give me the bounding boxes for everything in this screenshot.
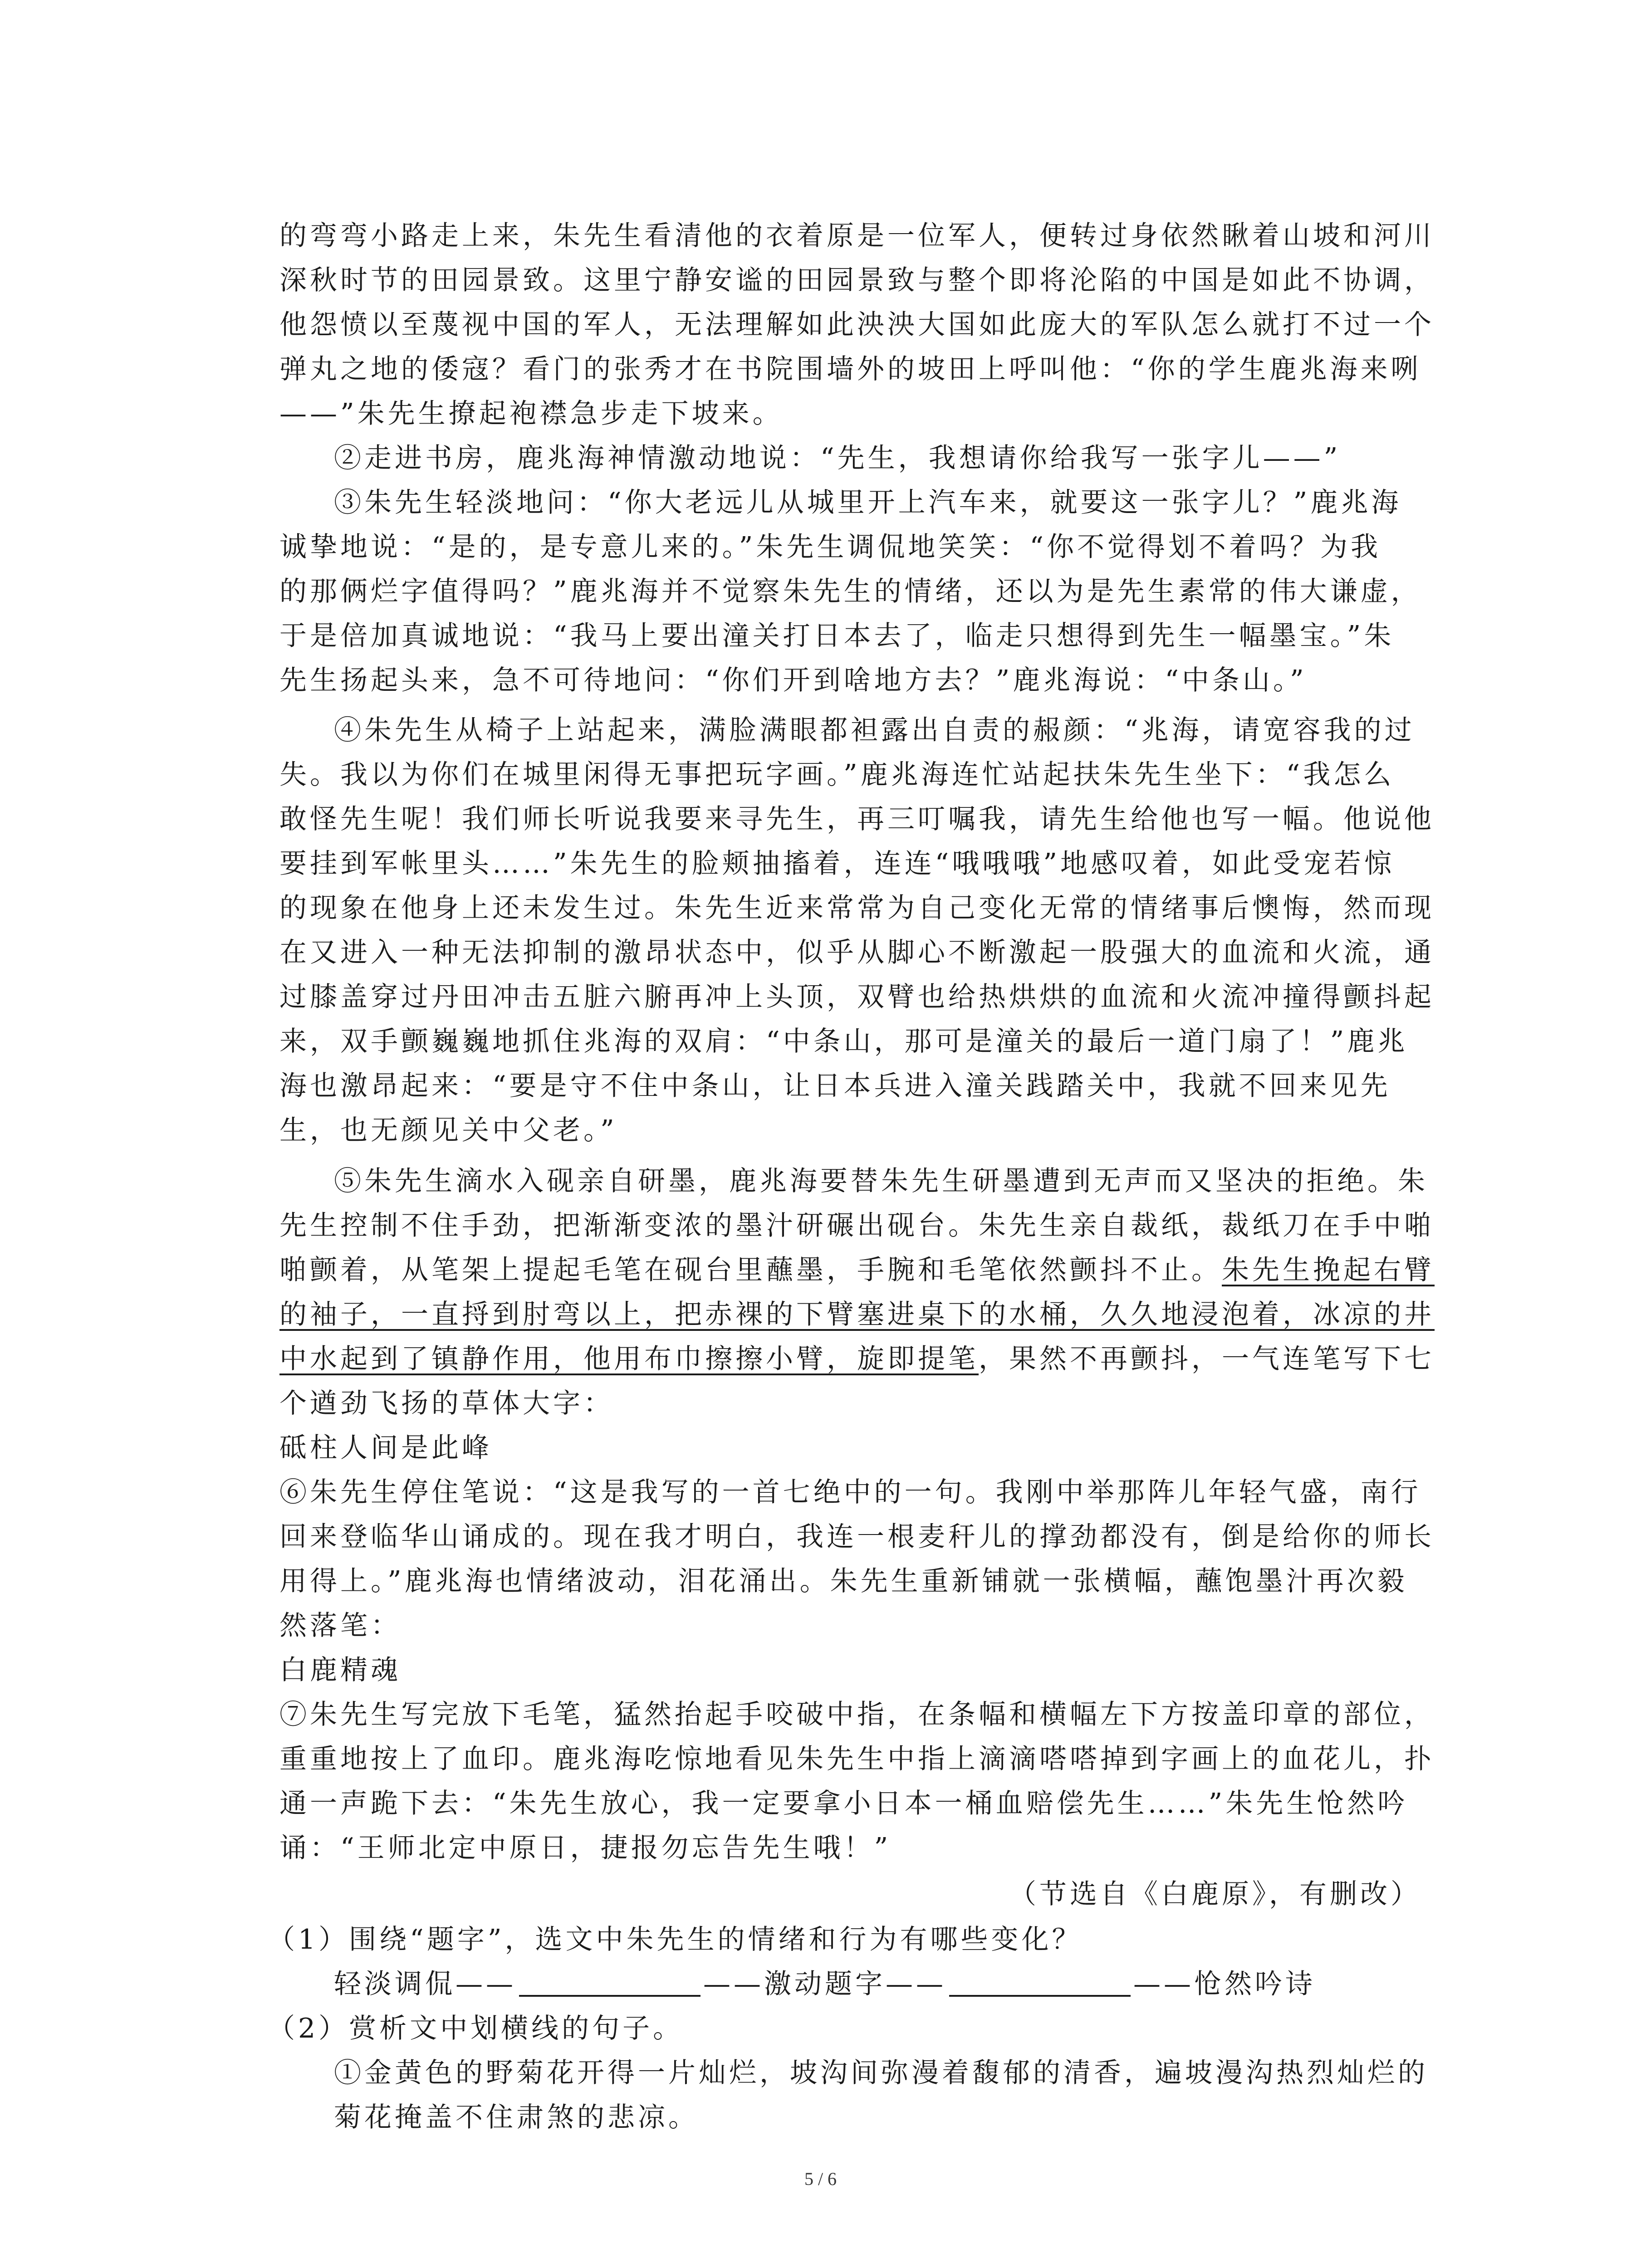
passage-line: 先生扬起头来，急不可待地问：“你们开到啥地方去？”鹿兆海说：“中条山。” <box>279 665 1307 696</box>
underlined-text: 的袖子，一直捋到肘弯以上，把赤裸的下臂塞进桌下的水桶，久久地浸泡着，冰凉的井 <box>279 1299 1435 1330</box>
paragraph-6: ⑥朱先生停住笔说：“这是我写的一首七绝中的一句。我刚中举那阵儿年轻气盛，南行 <box>279 1476 1421 1508</box>
paragraph-3: ③朱先生轻淡地问：“你大老远儿从城里开上汽车来，就要这一张字儿？”鹿兆海 <box>334 487 1402 518</box>
passage-line: 过膝盖穿过丹田冲击五脏六腑再冲上头顶，双臂也给热烘烘的血流和火流冲撞得颤抖起 <box>279 981 1435 1013</box>
sequence-step-1: 轻淡调侃—— <box>334 1968 516 2000</box>
passage-line: 敢怪先生呢！我们师长听说我要来寻先生，再三叮嘱我，请先生给他也写一幅。他说他 <box>279 803 1435 835</box>
paragraph-7: ⑦朱先生写完放下毛笔，猛然抬起手咬破中指，在条幅和横幅左下方按盖印章的部位， <box>279 1699 1435 1730</box>
passage-line: 生，也无颜见关中父老。” <box>279 1114 617 1146</box>
passage-line: 个遒劲飞扬的草体大字： <box>279 1388 614 1419</box>
passage-line: 在又进入一种无法抑制的激昂状态中，似乎从脚心不断激起一股强大的血流和火流，通 <box>279 937 1435 968</box>
underlined-text: 朱先生挽起右臂 <box>1222 1254 1435 1286</box>
paragraph-5: ⑤朱先生滴水入砚亲自研墨，鹿兆海要替朱先生研墨遭到无声而又坚决的拒绝。朱 <box>334 1165 1428 1197</box>
passage-line: 重重地按上了血印。鹿兆海吃惊地看见朱先生中指上滴滴嗒嗒掉到字画上的血花儿，扑 <box>279 1743 1435 1775</box>
question-2-item-1-cont: 菊花掩盖不住肃煞的悲凉。 <box>334 2102 699 2133</box>
passage-line: 诚挚地说：“是的，是专意儿来的。”朱先生调侃地笑笑：“你不觉得划不着吗？为我 <box>279 531 1381 563</box>
question-1-sequence <box>334 1966 1482 2002</box>
page-number: 5 / 6 <box>804 2169 837 2189</box>
source-note: （节选自《白鹿原》，有删改） <box>1009 1878 1421 1910</box>
passage-line: 要挂到军帐里头……”朱先生的脸颊抽搐着，连连“哦哦哦”地感叹着，如此受宠若惊 <box>279 848 1395 880</box>
sequence-step-3: ——怆然吟诗 <box>1133 1968 1316 2000</box>
sequence-step-2: ——激动题字—— <box>703 1968 946 2000</box>
underlined-text: 中水起到了镇静作用，他用布巾擦擦小臂，旋即提笔 <box>279 1343 979 1375</box>
answer-blank-2[interactable] <box>949 1968 1131 1997</box>
passage-line: 然落笔： <box>279 1610 401 1642</box>
passage-line: 于是倍加真诚地说：“我马上要出潼关打日本去了，临走只想得到先生一幅墨宝。”朱 <box>279 620 1395 652</box>
passage-line: 来，双手颤巍巍地抓住兆海的双肩：“中条山，那可是潼关的最后一道门扇了！”鹿兆 <box>279 1026 1408 1057</box>
passage-line-mixed <box>279 1341 1435 1377</box>
passage-line-mixed <box>279 1252 1435 1288</box>
answer-blank-1[interactable] <box>519 1968 700 1997</box>
passage-line: 用得上。”鹿兆海也情绪波动，泪花涌出。朱先生重新铺就一张横幅，蘸饱墨汁再次毅 <box>279 1565 1408 1597</box>
question-1: （1）围绕“题字”，选文中朱先生的情绪和行为有哪些变化？ <box>268 1924 1083 1955</box>
passage-line: 诵：“王师北定中原日，捷报勿忘告先生哦！” <box>279 1832 892 1864</box>
passage-line: 海也激昂起来：“要是守不住中条山，让日本兵进入潼关践踏关中，我就不回来见先 <box>279 1070 1391 1102</box>
passage-line: 的现象在他身上还未发生过。朱先生近来常常为自己变化无常的情绪事后懊悔，然而现 <box>279 892 1435 924</box>
passage-line: 他怨愤以至蔑视中国的军人，无法理解如此泱泱大国如此庞大的军队怎么就打不过一个 <box>279 309 1435 341</box>
question-2-item-1: ①金黄色的野菊花开得一片灿烂，坡沟间弥漫着馥郁的清香，遍坡漫沟热烈灿烂的 <box>334 2057 1428 2089</box>
paragraph-4: ④朱先生从椅子上站起来，满脸满眼都袒露出自责的赧颜：“兆海，请宽容我的过 <box>334 714 1415 746</box>
passage-line: 回来登临华山诵成的。现在我才明白，我连一根麦秆儿的撑劲都没有，倒是给你的师长 <box>279 1521 1435 1553</box>
passage-line: 深秋时节的田园景致。这里宁静安谧的田园景致与整个即将沦陷的中国是如此不协调， <box>279 264 1435 296</box>
calligraphy-text-1: 砥柱人间是此峰 <box>279 1432 492 1464</box>
calligraphy-text-2: 白鹿精魂 <box>279 1654 401 1686</box>
passage-line: 弹丸之地的倭寇？看门的张秀才在书院围墙外的坡田上呼叫他：“你的学生鹿兆海来咧 <box>279 353 1421 385</box>
passage-line: 失。我以为你们在城里闲得无事把玩字画。”鹿兆海连忙站起扶朱先生坐下：“我怎么 <box>279 759 1395 791</box>
plain-text: 啪颤着，从笔架上提起毛笔在砚台里蘸墨，手腕和毛笔依然颤抖不止。 <box>279 1254 1222 1286</box>
passage-line: 通一声跪下去：“朱先生放心，我一定要拿小日本一桶血赔偿先生……”朱先生怆然吟 <box>279 1788 1408 1819</box>
passage-line: 的弯弯小路走上来，朱先生看清他的衣着原是一位军人，便转过身依然瞅着山坡和河川 <box>279 220 1435 252</box>
passage-line: ——”朱先生撩起袍襟急步走下坡来。 <box>279 398 783 430</box>
passage-line: 的那俩烂字值得吗？”鹿兆海并不觉察朱先生的情绪，还以为是先生素常的伟大谦虚， <box>279 576 1421 607</box>
passage-line: 先生控制不住手劲，把渐渐变浓的墨汁研碾出砚台。朱先生亲自裁纸，裁纸刀在手中啪 <box>279 1210 1435 1242</box>
paragraph-2: ②走进书房，鹿兆海神情激动地说：“先生，我想请你给我写一张字儿——” <box>334 442 1341 474</box>
question-2: （2）赏析文中划横线的句子。 <box>268 2013 684 2044</box>
plain-text: ，果然不再颤抖，一气连笔写下七 <box>979 1343 1435 1375</box>
